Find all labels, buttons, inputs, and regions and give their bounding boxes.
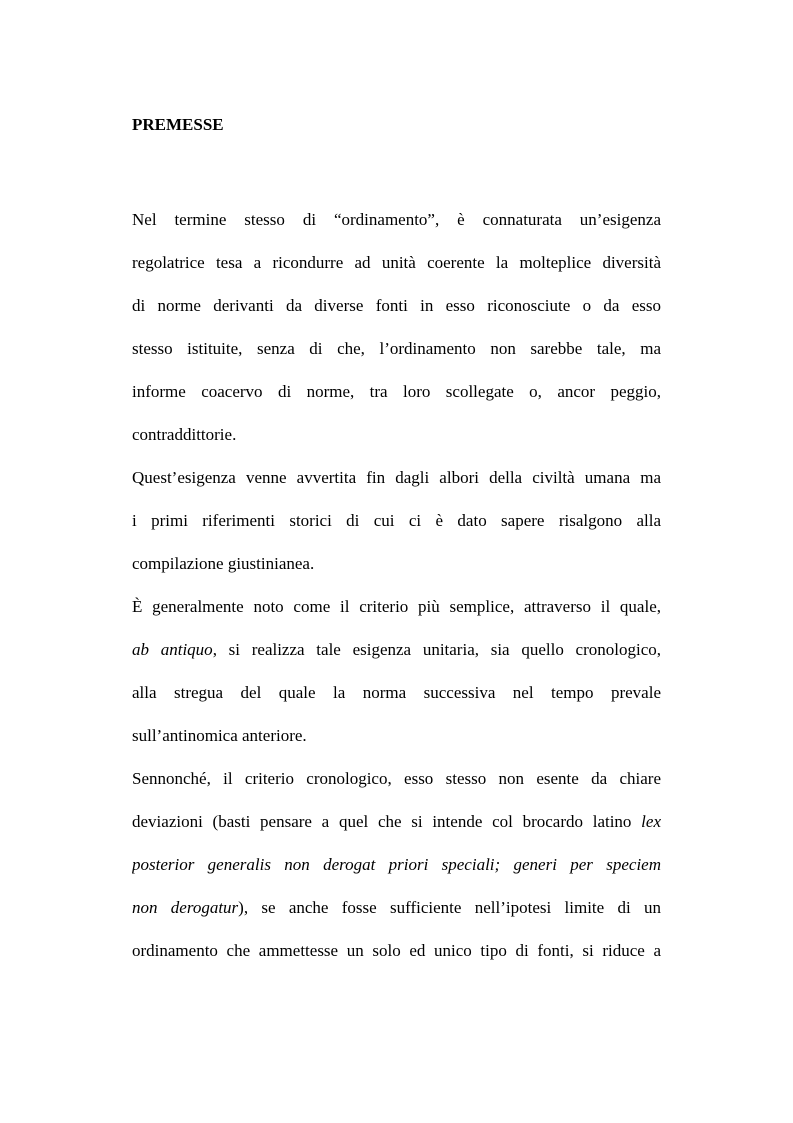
body-text [132, 198, 661, 972]
text-segment: contraddittorie. [132, 425, 237, 444]
text-segment: stesso istituite, senza di che, l’ordinamento non sarebbe tale, ma [132, 339, 661, 358]
text-segment: ordinamento che ammettesse un solo ed unico tipo di fonti, si riduce a [132, 941, 661, 960]
text-line [132, 714, 661, 757]
text-segment: È generalmente noto come il criterio più semplice, attraverso il quale, [132, 597, 661, 616]
text-line [132, 370, 661, 413]
text-line [132, 284, 661, 327]
text-segment: i primi riferimenti storici di cui ci è dato sapere risalgono alla [132, 511, 661, 530]
text-segment: Nel termine stesso di “ordinamento”, è connaturata un’esigenza [132, 210, 661, 229]
text-segment: deviazioni (basti pensare a quel che si intende col brocardo latino [132, 812, 642, 831]
text-segment: compilazione giustinianea. [132, 554, 315, 573]
text-line [132, 671, 661, 714]
italic-text-segment: posterior generalis non derogat priori speciali; generi per speciem [132, 855, 661, 874]
text-line [132, 800, 661, 843]
text-line [132, 456, 661, 499]
italic-text-segment: non derogatur [132, 898, 239, 917]
text-line [132, 585, 661, 628]
text-segment: alla stregua del quale la norma successiva nel tempo prevale [132, 683, 661, 702]
text-segment: informe coacervo di norme, tra loro scollegate o, ancor peggio, [132, 382, 661, 401]
text-line [132, 499, 661, 542]
text-segment: Quest’esigenza venne avvertita fin dagli albori della civiltà umana ma [132, 468, 661, 487]
text-segment: , si realizza tale esigenza unitaria, sia quello cronologico, [212, 640, 661, 659]
text-line [132, 542, 661, 585]
text-line [132, 843, 661, 886]
text-segment: sull’antinomica anteriore. [132, 726, 307, 745]
text-line [132, 757, 661, 800]
italic-text-segment: lex [641, 812, 661, 831]
text-line [132, 929, 661, 972]
text-line [132, 413, 661, 456]
text-line [132, 886, 661, 929]
text-line [132, 198, 661, 241]
text-line [132, 628, 661, 671]
text-line [132, 241, 661, 284]
text-segment: ), se anche fosse sufficiente nell’ipotesi limite di un [238, 898, 661, 917]
section-heading: PREMESSE [132, 115, 224, 134]
text-line [132, 327, 661, 370]
text-segment: di norme derivanti da diverse fonti in esso riconosciute o da esso [132, 296, 661, 315]
text-segment: Sennonché, il criterio cronologico, esso stesso non esente da chiare [132, 769, 661, 788]
text-segment: regolatrice tesa a ricondurre ad unità coerente la molteplice diversità [132, 253, 661, 272]
italic-text-segment: ab antiquo [132, 640, 213, 659]
